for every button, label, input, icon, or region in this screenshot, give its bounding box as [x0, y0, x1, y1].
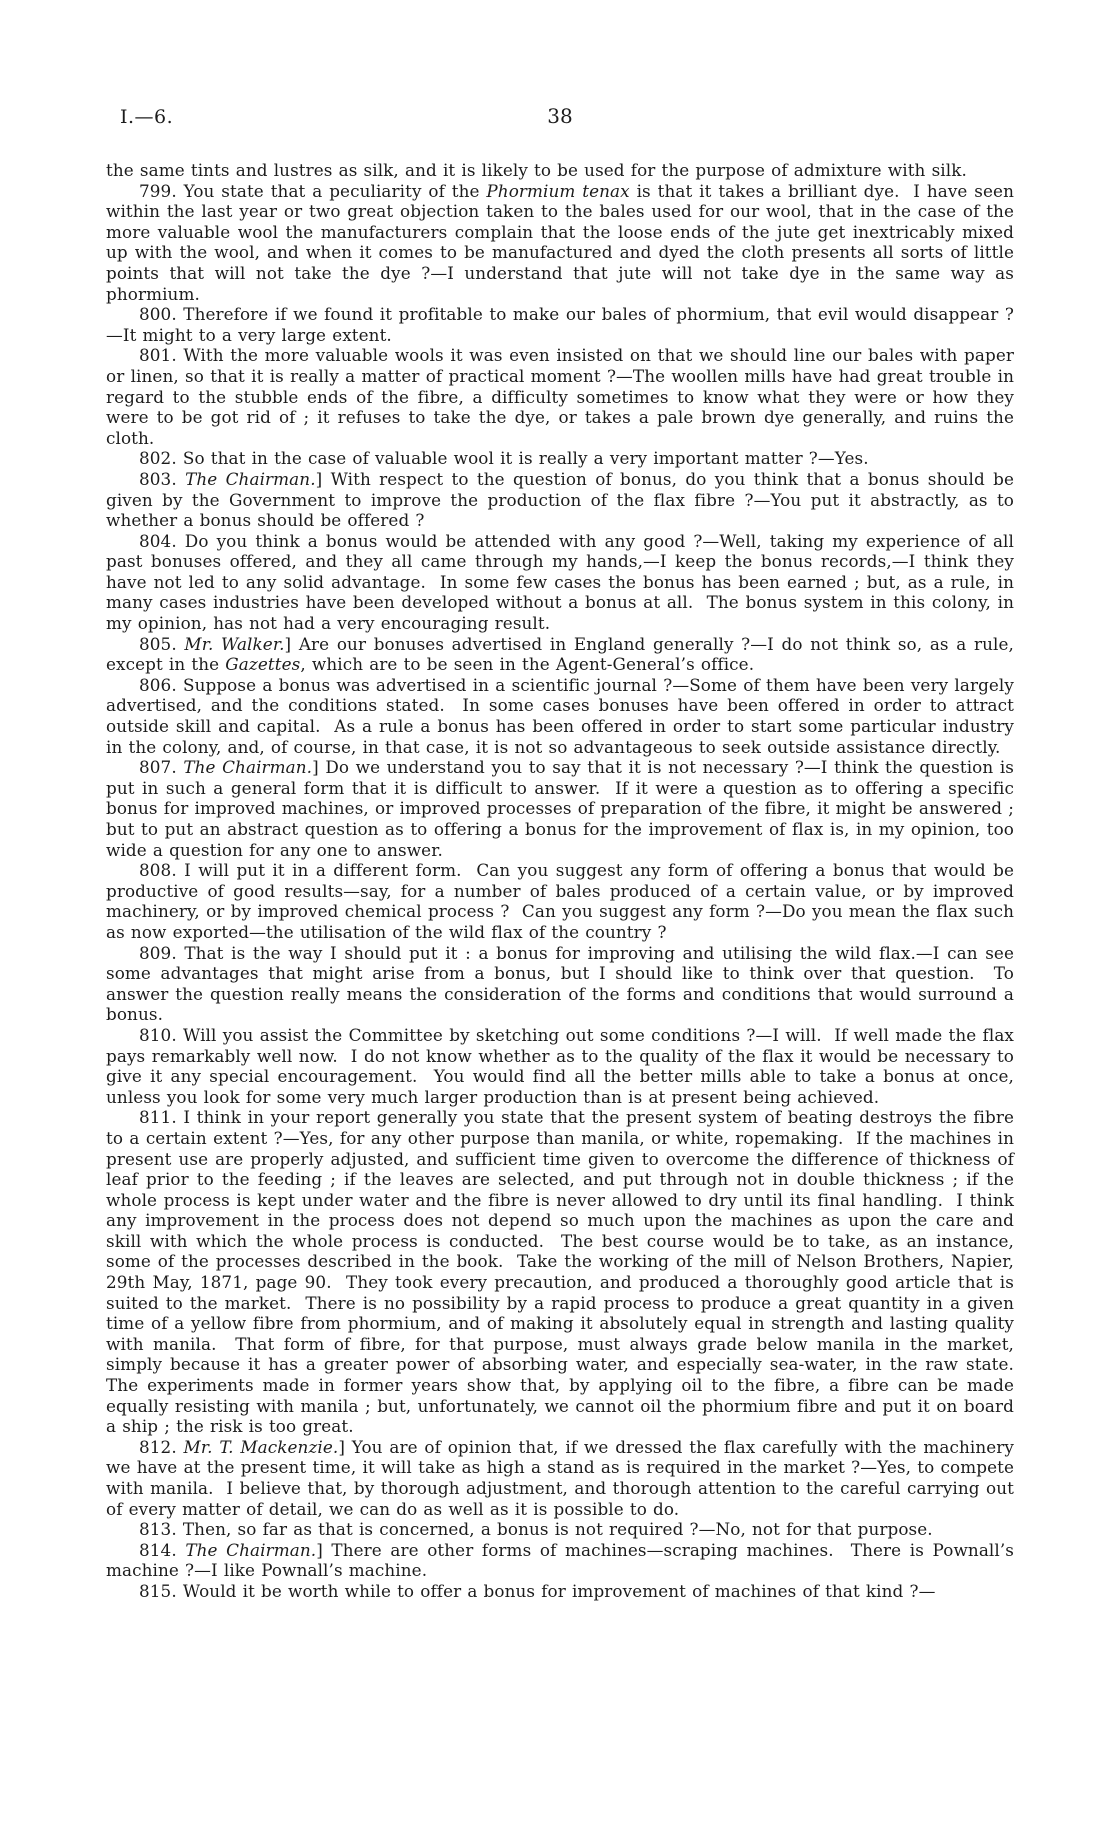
- text-segment: 814.: [139, 1539, 186, 1560]
- text-segment: 805.: [139, 633, 185, 654]
- italic-text-segment: Mr. T. Mackenzie.: [183, 1436, 339, 1457]
- italic-text-segment: The Chairman.: [183, 757, 313, 778]
- paragraph: [106, 757, 1021, 860]
- text-segment: 810. Will you assist the Committee by sketching out some conditions ?—I will. If well made the flax pays remarkably well now. I do not know whether as to the quality of the flax it would be necessary to give it any special encouragement. You would find all the better mills able to take a bonus at once, unless you look for some very much larger production than is at present being achieved.: [106, 1024, 1021, 1107]
- text-segment: 813. Then, so far as that is concerned, a bonus is not required ?—No, not for that purpose.: [139, 1519, 933, 1540]
- paragraph: [106, 942, 1021, 1025]
- paragraph: [106, 1539, 1021, 1581]
- italic-text-segment: Gazettes: [225, 654, 301, 675]
- paragraph: [106, 468, 1021, 531]
- document-body: [106, 160, 1027, 1602]
- text-segment: 800. Therefore if we found it profitable to make our bales of phormium, that evil would disappear ?—It might to a very large extent.: [106, 304, 1014, 345]
- paragraph: [106, 674, 1021, 757]
- text-segment: 804. Do you think a bonus would be attended with any good ?—Well, taking my experience of all past bonuses offered, and they all came through my hands,—I keep the bonus records,—I think they have not led to any solid advantage. In some few cases the bonus has been earned ; but, as a rule, in many cases industries have been developed without a bonus at all. The bonus system in this colony, in my opinion, has not had a very encouraging result.: [106, 530, 1021, 634]
- paragraph: [106, 180, 1021, 305]
- text-segment: is that it takes a brilliant dye. I have seen within the last year or two great objection taken to the bales used for our wool, that in the case of the more valuable wool the manufacturers complain that the loose ends of the jute get inextricably mixed up with the wool, and when it comes to be manufactured and dyed the cloth presents all sorts of little points that will not take the dye ?—I understand that jute will not take dye in the same way as phormium.: [106, 180, 1021, 304]
- italic-text-segment: The Chairman.: [185, 1539, 317, 1560]
- text-segment: ] Are our bonuses advertised in England generally ?—I do not think so, as a rule, except in the: [106, 633, 1021, 675]
- paragraph: [106, 304, 1014, 345]
- paragraph: [106, 1581, 1014, 1602]
- text-segment: 806. Suppose a bonus was advertised in a scientific journal ?—Some of them have been very largely advertised, and the conditions stated. In some cases bonuses have been offered in order to attract outside skill and capital. As a rule a bonus has been offered in order to start some particular industry in the colony, and, of course, in that case, it is not so advantageous to seek outside assistance directly.: [106, 674, 1021, 757]
- text-segment: 801. With the more valuable wools it was even insisted on that we should line our bales with paper or linen, so that it is really a matter of practical moment ?—The woollen mills have had great trouble in regard to the stubble ends of the fibre, a difficulty sometimes to know what they were or how they were to be got rid of ; it refuses to take the dye, or takes a pale brown dye generally, and ruins the cloth.: [106, 345, 1021, 448]
- paragraph: [106, 860, 1021, 942]
- text-segment: 808. I will put it in a different form. Can you suggest any form of offering a bonus that would be productive of good results—say, for a number of bales produced of a certain value, or by improved machinery, or by improved chemical process ? Can you suggest any form ?—Do you mean the flax such as now exported—the utilisation of the wild flax of the country ?: [106, 860, 1021, 942]
- paragraph: [106, 633, 1021, 675]
- text-segment: 803.: [139, 468, 186, 489]
- paragraph: [106, 1107, 1027, 1437]
- paragraph: [106, 530, 1021, 634]
- text-segment: 809. That is the way I should put it : a bonus for improving and utilising the wild flax.—I can see some advantages that might arise from a bonus, but I should like to think over that question. To answer the question really means the consideration of the forms and conditions that would surround a bonus.: [106, 942, 1021, 1025]
- text-segment: ] Do we understand you to say that it is not necessary ?—I think the question is put in such a general form that it is difficult to answer. If it were a question as to offering a specific bonus for improved machines, or improved processes of preparation of the fibre, it might be answered ; but to put an abstract question as to offering a bonus for the improvement of flax is, in my opinion, too wide a question for any one to answer.: [106, 757, 1021, 860]
- paragraph: [106, 1024, 1021, 1107]
- text-segment: 802. So that in the case of valuable wool it is really a very important matter ?—Yes.: [139, 448, 869, 469]
- italic-text-segment: Mr. Walker.: [184, 633, 285, 654]
- text-segment: 807.: [139, 757, 184, 778]
- text-segment: 811. I think in your report generally you state that the present system of beating destroys the fibre to a certain extent ?—Yes, for any other purpose than manila, or white, ropemaking. If the machines in present use are properly adjusted, and sufficient time given to overcome the difference of thickness of leaf prior to the feeding ; if the leaves are selected, and put through not in double thickness ; if the whole process is kept under water and the fibre is never allowed to dry until its final handling. I think any improvement in the process does not depend so much upon the machines as upon the care and skill with which the whole process is conducted. The best course would be to take, as an instance, some of the processes described in the book. Take the working of the mill of Nelson Brothers, Napier, 29th May, 1871, page 90. They took every precaution, and produced a thoroughly good article that is suited to the market. There is no possibility by a rapid process to produce a great quantity in a given time of a yellow fibre from phormium, and of making it absolutely equal in strength and lasting quality with manila. That form of fibre, for that purpose, must always grade below manila in the market, simply because it has a greater power of absorbing water, and especially sea-water, in the raw state. The experiments made in former years show that, by applying oil to the fibre, a fibre can be made equally resisting with manila ; but, unfortunately, we cannot oil the phormium fibre and put it on board a ship ; the risk is too great.: [106, 1107, 1027, 1437]
- text-segment: ] With respect to the question of bonus, do you think that a bonus should be given by the Government to improve the production of the flax fibre ?—You put it abstractly, as to whether a bonus should be offered ?: [106, 468, 1021, 531]
- italic-text-segment: The Chairman.: [185, 468, 316, 489]
- text-segment: , which are to be seen in the Agent-General’s office.: [300, 654, 755, 675]
- text-segment: ] There are other forms of machines—scraping machines. There is Pownall’s machine ?—I like Pownall’s machine.: [106, 1539, 1021, 1581]
- paragraph: [106, 160, 1014, 181]
- text-segment: the same tints and lustres as silk, and it is likely to be used for the purpose of admixture with silk.: [106, 160, 967, 180]
- italic-text-segment: Phormium tenax: [486, 180, 630, 201]
- page-number: 38: [547, 104, 573, 128]
- text-segment: 815. Would it be worth while to offer a bonus for improvement of machines of that kind ?—: [139, 1580, 936, 1601]
- paragraph: [106, 448, 1014, 469]
- paragraph: [106, 1519, 1014, 1540]
- text-segment: 799. You state that a peculiarity of the: [139, 180, 487, 201]
- text-segment: ] You are of opinion that, if we dressed the flax carefully with the machinery we have at the present time, it will take as high a stand as is required in the market ?—Yes, to compete with manila. I believe that, by thorough adjustment, and thorough attention to the careful carrying out of every matter of detail, we can do as well as it is possible to do.: [106, 1436, 1021, 1519]
- paragraph: [106, 1436, 1021, 1519]
- paragraph: [106, 345, 1021, 448]
- text-segment: 812.: [139, 1436, 184, 1457]
- document-reference: I.—6.: [120, 106, 174, 128]
